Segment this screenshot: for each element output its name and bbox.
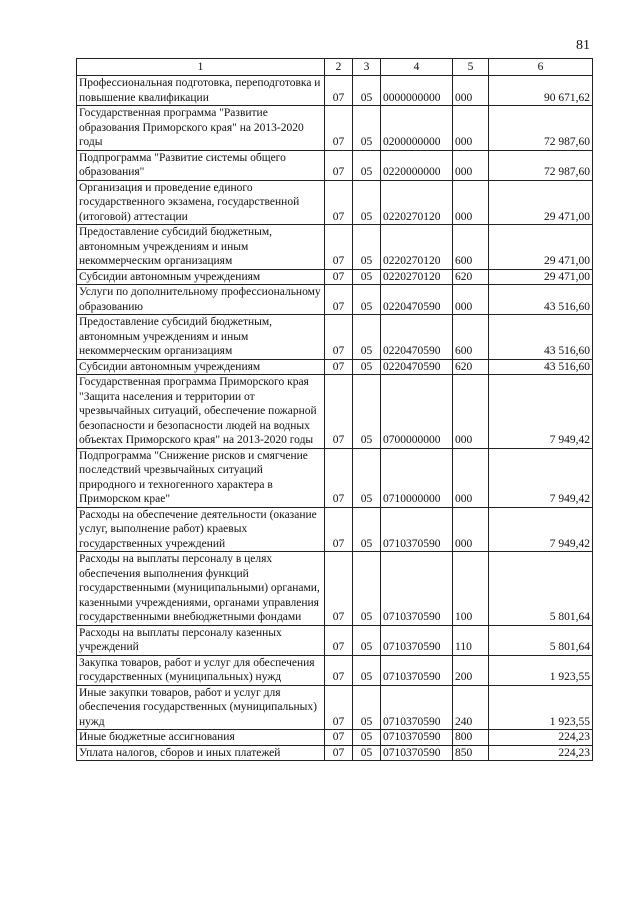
target-code-cell: 0710370590 — [381, 685, 453, 730]
target-code-cell: 0710370590 — [381, 552, 453, 626]
subsection-cell: 05 — [353, 269, 381, 285]
section-cell: 07 — [325, 375, 353, 449]
page-number: 81 — [576, 38, 590, 53]
table-header-row — [77, 59, 593, 76]
amount-cell: 5 801,64 — [489, 552, 593, 626]
section-cell: 07 — [325, 552, 353, 626]
amount-cell: 72 987,60 — [489, 150, 593, 180]
expense-type-cell: 600 — [453, 225, 489, 270]
table-row — [77, 730, 593, 746]
target-code-cell: 0710000000 — [381, 448, 453, 507]
section-cell: 07 — [325, 507, 353, 552]
amount-cell: 90 671,62 — [489, 76, 593, 106]
amount-cell: 43 516,60 — [489, 315, 593, 360]
section-cell: 07 — [325, 625, 353, 655]
subsection-cell: 05 — [353, 180, 381, 225]
row-name-cell: Расходы на обеспечение деятельности (оказание услуг, выполнение работ) краевых государственных учреждений — [77, 507, 325, 552]
target-code-cell: 0220000000 — [381, 150, 453, 180]
table-row — [77, 285, 593, 315]
subsection-cell: 05 — [353, 448, 381, 507]
row-name-cell: Закупка товаров, работ и услуг для обеспечения государственных (муниципальных) нужд — [77, 655, 325, 685]
table-row — [77, 375, 593, 449]
table-row — [77, 225, 593, 270]
row-name-cell: Профессиональная подготовка, переподготовка и повышение квалификации — [77, 76, 325, 106]
row-name-cell: Иные закупки товаров, работ и услуг для обеспечения государственных (муниципальных) нужд — [77, 685, 325, 730]
expense-type-cell: 620 — [453, 269, 489, 285]
target-code-cell: 0200000000 — [381, 106, 453, 151]
subsection-cell: 05 — [353, 745, 381, 761]
row-name-cell: Субсидии автономным учреждениям — [77, 359, 325, 375]
amount-cell: 29 471,00 — [489, 180, 593, 225]
table-row — [77, 359, 593, 375]
expense-type-cell: 000 — [453, 375, 489, 449]
expense-type-cell: 100 — [453, 552, 489, 626]
section-cell: 07 — [325, 225, 353, 270]
table-row — [77, 552, 593, 626]
column-header-1: 1 — [77, 59, 325, 76]
section-cell: 07 — [325, 106, 353, 151]
target-code-cell: 0700000000 — [381, 375, 453, 449]
table-row — [77, 315, 593, 360]
subsection-cell: 05 — [353, 315, 381, 360]
expense-type-cell: 000 — [453, 507, 489, 552]
table-row — [77, 106, 593, 151]
subsection-cell: 05 — [353, 507, 381, 552]
table-row — [77, 269, 593, 285]
subsection-cell: 05 — [353, 552, 381, 626]
table-row — [77, 180, 593, 225]
budget-table — [76, 58, 593, 761]
table-row — [77, 76, 593, 106]
row-name-cell: Предоставление субсидий бюджетным, автономным учреждениям и иным некоммерческим организациям — [77, 315, 325, 360]
section-cell: 07 — [325, 685, 353, 730]
row-name-cell: Расходы на выплаты персоналу казенных учреждений — [77, 625, 325, 655]
table-row — [77, 150, 593, 180]
subsection-cell: 05 — [353, 375, 381, 449]
amount-cell: 1 923,55 — [489, 655, 593, 685]
table-row — [77, 625, 593, 655]
expense-type-cell: 240 — [453, 685, 489, 730]
amount-cell: 224,23 — [489, 730, 593, 746]
row-name-cell: Услуги по дополнительному профессиональному образованию — [77, 285, 325, 315]
amount-cell: 43 516,60 — [489, 285, 593, 315]
expense-type-cell: 600 — [453, 315, 489, 360]
amount-cell: 7 949,42 — [489, 448, 593, 507]
section-cell: 07 — [325, 745, 353, 761]
amount-cell: 1 923,55 — [489, 685, 593, 730]
subsection-cell: 05 — [353, 106, 381, 151]
column-header-6: 6 — [489, 59, 593, 76]
expense-type-cell: 000 — [453, 180, 489, 225]
expense-type-cell: 000 — [453, 76, 489, 106]
amount-cell: 43 516,60 — [489, 359, 593, 375]
expense-type-cell: 200 — [453, 655, 489, 685]
amount-cell: 29 471,00 — [489, 225, 593, 270]
expense-type-cell: 850 — [453, 745, 489, 761]
amount-cell: 224,23 — [489, 745, 593, 761]
row-name-cell: Подпрограмма "Развитие системы общего образования" — [77, 150, 325, 180]
subsection-cell: 05 — [353, 359, 381, 375]
row-name-cell: Предоставление субсидий бюджетным, автономным учреждениям и иным некоммерческим организациям — [77, 225, 325, 270]
subsection-cell: 05 — [353, 150, 381, 180]
row-name-cell: Государственная программа "Развитие образования Приморского края" на 2013-2020 годы — [77, 106, 325, 151]
table-row — [77, 507, 593, 552]
subsection-cell: 05 — [353, 685, 381, 730]
row-name-cell: Иные бюджетные ассигнования — [77, 730, 325, 746]
section-cell: 07 — [325, 76, 353, 106]
section-cell: 07 — [325, 269, 353, 285]
subsection-cell: 05 — [353, 730, 381, 746]
target-code-cell: 0710370590 — [381, 625, 453, 655]
table-row — [77, 745, 593, 761]
subsection-cell: 05 — [353, 655, 381, 685]
subsection-cell: 05 — [353, 76, 381, 106]
target-code-cell: 0710370590 — [381, 730, 453, 746]
column-header-3: 3 — [353, 59, 381, 76]
section-cell: 07 — [325, 180, 353, 225]
expense-type-cell: 000 — [453, 150, 489, 180]
amount-cell: 5 801,64 — [489, 625, 593, 655]
column-header-4: 4 — [381, 59, 453, 76]
target-code-cell: 0220470590 — [381, 359, 453, 375]
section-cell: 07 — [325, 655, 353, 685]
target-code-cell: 0000000000 — [381, 76, 453, 106]
target-code-cell: 0220470590 — [381, 315, 453, 360]
section-cell: 07 — [325, 285, 353, 315]
row-name-cell: Подпрограмма "Снижение рисков и смягчение последствий чрезвычайных ситуаций природного и техногенного характера в Приморском крае" — [77, 448, 325, 507]
expense-type-cell: 620 — [453, 359, 489, 375]
section-cell: 07 — [325, 150, 353, 180]
expense-type-cell: 000 — [453, 285, 489, 315]
target-code-cell: 0710370590 — [381, 507, 453, 552]
row-name-cell: Расходы на выплаты персоналу в целях обеспечения выполнения функций государственными (муниципальными) органами, казенными учреждениями, органами управления государственными внебюджетными фондами — [77, 552, 325, 626]
amount-cell: 72 987,60 — [489, 106, 593, 151]
section-cell: 07 — [325, 730, 353, 746]
amount-cell: 7 949,42 — [489, 375, 593, 449]
target-code-cell: 0710370590 — [381, 655, 453, 685]
target-code-cell: 0220270120 — [381, 269, 453, 285]
table-row — [77, 448, 593, 507]
subsection-cell: 05 — [353, 225, 381, 270]
amount-cell: 7 949,42 — [489, 507, 593, 552]
expense-type-cell: 800 — [453, 730, 489, 746]
expense-type-cell: 000 — [453, 106, 489, 151]
target-code-cell: 0710370590 — [381, 745, 453, 761]
target-code-cell: 0220270120 — [381, 180, 453, 225]
table-row — [77, 655, 593, 685]
row-name-cell: Уплата налогов, сборов и иных платежей — [77, 745, 325, 761]
section-cell: 07 — [325, 315, 353, 360]
column-header-5: 5 — [453, 59, 489, 76]
expense-type-cell: 110 — [453, 625, 489, 655]
table-row — [77, 685, 593, 730]
subsection-cell: 05 — [353, 285, 381, 315]
column-header-2: 2 — [325, 59, 353, 76]
row-name-cell: Государственная программа Приморского края "Защита населения и территории от чрезвычайных ситуаций, обеспечение пожарной безопасности и безопасности людей на водных объектах Приморского края" на 2013-2020 годы — [77, 375, 325, 449]
row-name-cell: Субсидии автономным учреждениям — [77, 269, 325, 285]
section-cell: 07 — [325, 448, 353, 507]
expense-type-cell: 000 — [453, 448, 489, 507]
subsection-cell: 05 — [353, 625, 381, 655]
target-code-cell: 0220470590 — [381, 285, 453, 315]
section-cell: 07 — [325, 359, 353, 375]
row-name-cell: Организация и проведение единого государственного экзамена, государственной (итоговой) аттестации — [77, 180, 325, 225]
target-code-cell: 0220270120 — [381, 225, 453, 270]
amount-cell: 29 471,00 — [489, 269, 593, 285]
